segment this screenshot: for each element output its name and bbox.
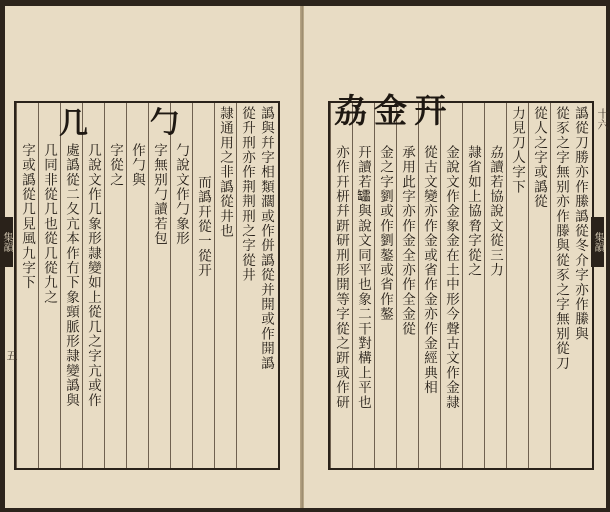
column-text: 字或譌從几見風九字下 <box>19 143 35 290</box>
column-text: 勹說文作勹象形 <box>173 143 189 246</box>
column-text: 承用此字亦作金全亦作全金從 <box>399 145 415 337</box>
text-column <box>440 103 463 468</box>
column-text: 譌與幷字相類𤄃或作併譌從并開或作開譌 <box>258 106 274 371</box>
left-text-frame <box>14 101 280 470</box>
text-column <box>236 103 259 468</box>
text-column <box>60 103 83 468</box>
section-tab-left: 集韻 <box>0 217 13 267</box>
text-column <box>352 103 375 468</box>
column-text: 譌從刀勝亦作縢譌從冬介字亦作縢與 <box>572 106 588 342</box>
column-text: 亦作幵枅幷趼研刑形開等字從之趼或作研 <box>333 145 349 410</box>
column-text: 劦讀若協說文從三力 <box>487 145 503 278</box>
text-column <box>192 103 215 468</box>
text-column <box>462 103 485 468</box>
headwords-right: 劦金幵 <box>334 91 454 130</box>
column-text: 而譌幵從一從开 <box>195 175 211 278</box>
text-column <box>258 103 278 468</box>
column-text: 從豕之字無别亦作滕與從豕之字無别從刀 <box>553 106 569 371</box>
column-text: 隷通用之非譌從井也 <box>217 106 233 239</box>
text-column <box>104 103 127 468</box>
text-column <box>170 103 193 468</box>
text-column <box>330 103 353 468</box>
column-text: 處譌從二夂亢本作冇下象頸脈形隷變譌與 <box>63 143 79 408</box>
text-column <box>82 103 105 468</box>
text-column <box>506 103 529 468</box>
text-column <box>484 103 507 468</box>
page-mark-right: 十六 <box>596 108 609 130</box>
text-column <box>214 103 237 468</box>
column-text: 字從之 <box>107 143 123 188</box>
column-text: 金說文作金象金在土中形今聲古文作金隷 <box>443 145 459 410</box>
text-column <box>418 103 441 468</box>
column-text: 字無别勹讀若包 <box>151 143 167 246</box>
column-text: 几同非從几也從几從九之 <box>41 143 57 305</box>
text-column <box>374 103 397 468</box>
headword-ji: 几 <box>59 106 93 140</box>
text-column <box>16 103 39 468</box>
column-text: 幵讀若𦉢與說文同平也象二干對構上平也 <box>355 145 371 410</box>
page-mark-left: 五 <box>5 350 18 361</box>
column-text: 作勹與 <box>129 143 145 188</box>
text-column <box>572 103 592 468</box>
text-column <box>396 103 419 468</box>
column-text: 金之字劉或作劉鏊或省作鏊 <box>377 145 393 322</box>
text-column <box>38 103 61 468</box>
column-text: 几說文作几象形隷變如上從几之字亢或作 <box>85 143 101 408</box>
column-text: 隷省如上協脅字從之 <box>465 145 481 278</box>
section-tab-right: 集韻 <box>591 217 604 267</box>
column-text: 從升刑亦作荆荆刑之字從井 <box>239 106 255 283</box>
text-column <box>126 103 149 468</box>
text-column <box>550 103 573 468</box>
text-column <box>148 103 171 468</box>
text-column <box>528 103 551 468</box>
column-text: 力見刀人字下 <box>509 106 525 195</box>
headword-gou: 勹 <box>150 105 184 139</box>
right-text-frame <box>328 101 594 470</box>
column-text: 從古文變亦作金或省作金亦作金經典相 <box>421 145 437 395</box>
column-text: 從人之字或譌從 <box>531 106 547 209</box>
